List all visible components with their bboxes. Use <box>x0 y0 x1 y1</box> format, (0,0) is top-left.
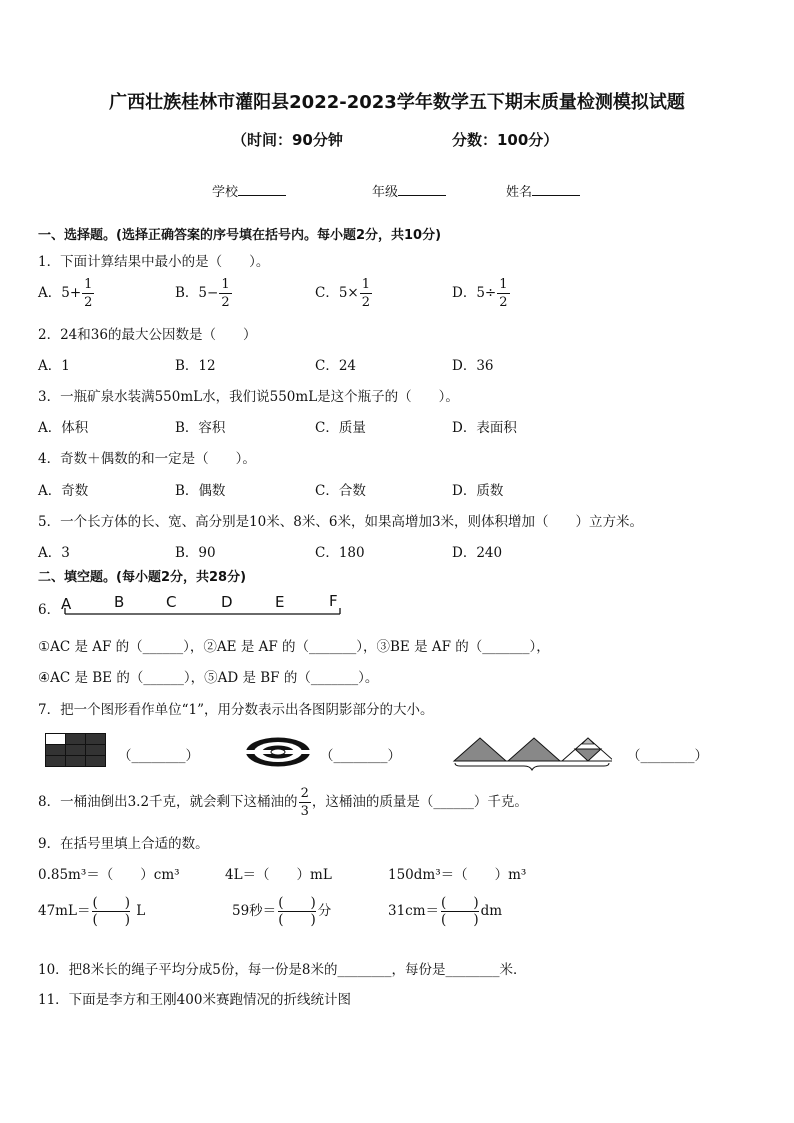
shaded-grid-figure <box>45 733 107 771</box>
q9-item-5-unit: 分 <box>317 903 332 920</box>
name-label: 姓名 <box>506 185 533 200</box>
school-field[interactable] <box>212 181 286 200</box>
q2-option-d[interactable]: D．36 <box>452 358 494 374</box>
blank-fraction[interactable] <box>278 896 316 927</box>
q3-option-b[interactable]: B．容积 <box>175 420 226 436</box>
q9-item-3[interactable]: 150dm³＝（ ）m³ <box>388 867 527 883</box>
q9-item-5[interactable] <box>232 896 331 927</box>
section2-heading: 二、填空题。(每小题2分，共28分) <box>38 570 247 585</box>
point-label-a: A <box>61 595 72 613</box>
grade-label: 年级 <box>372 185 399 200</box>
q7-blank-1[interactable]: （________） <box>118 748 199 764</box>
question-10: 10．把8米长的绳子平均分成5份，每一份是8米的________，每份是________米． <box>38 962 527 978</box>
blank-denominator: ( ) <box>278 912 316 929</box>
q7-blank-3[interactable]: （________） <box>627 748 708 764</box>
q9-item-1[interactable]: 0.85m³＝（ ）cm³ <box>38 867 180 883</box>
q3-option-a[interactable]: A．体积 <box>38 420 89 436</box>
q1-option-d[interactable] <box>452 278 511 309</box>
name-blank[interactable] <box>532 183 580 196</box>
point-label-f: F <box>329 592 338 610</box>
q1-option-a[interactable] <box>38 278 95 309</box>
q9-item-4-unit: L <box>136 903 146 920</box>
q5-option-a[interactable]: A．3 <box>38 545 70 561</box>
q4-option-c[interactable]: C．合数 <box>315 483 366 499</box>
q6-line-1: ①AC 是 AF 的（______），②AE 是 AF 的（_______），③BE 是 AF 的（_______）， <box>38 639 550 655</box>
segment-line-svg <box>60 588 350 620</box>
fraction <box>497 278 509 309</box>
fraction <box>219 278 231 309</box>
question-6-number: 6． <box>38 602 61 618</box>
q1-b-text: B．5− <box>175 285 219 301</box>
q9-item-4[interactable] <box>38 896 145 927</box>
segment-diagram <box>60 588 350 620</box>
q5-option-d[interactable]: D．240 <box>452 545 503 561</box>
q6-line-2: ④AC 是 BE 的（______），⑤AD 是 BF 的（_______）。 <box>38 670 379 686</box>
exam-score: 分数：100分） <box>452 131 559 149</box>
q1-option-b[interactable] <box>175 278 233 309</box>
blank-denominator: ( ) <box>92 912 130 929</box>
q8-text-pre: 8．一桶油倒出3.2千克，就会剩下这桶油的 <box>38 794 298 810</box>
shaded-rings-figure <box>244 736 312 772</box>
point-label-d: D <box>221 593 233 611</box>
fraction-numerator: 1 <box>84 277 93 292</box>
q4-option-a[interactable]: A．奇数 <box>38 483 89 499</box>
name-field[interactable] <box>506 181 580 200</box>
question-2: 2．24和36的最大公因数是（ ） <box>38 327 257 343</box>
question-5: 5．一个长方体的长、宽、高分别是10米、8米、6米，如果高增加3米，则体积增加（ ）立方米。 <box>38 514 644 530</box>
q1-option-c[interactable] <box>315 278 373 309</box>
blank-numerator: ( ) <box>278 895 316 911</box>
blank-denominator: ( ) <box>441 912 479 929</box>
fraction-denominator: 2 <box>499 295 508 310</box>
q5-option-c[interactable]: C．180 <box>315 545 365 561</box>
q5-option-b[interactable]: B．90 <box>175 545 216 561</box>
fraction <box>82 278 94 309</box>
shaded-triangles-figure <box>452 736 612 776</box>
question-3: 3．一瓶矿泉水装满550mL水，我们说550mL是这个瓶子的（ ）。 <box>38 389 459 405</box>
page-title: 广西壮族桂林市灌阳县2022-2023学年数学五下期末质量检测模拟试题 <box>109 92 685 113</box>
q8-text-post: ，这桶油的质量是（______）千克。 <box>311 794 528 810</box>
q1-d-text: D．5÷ <box>452 285 497 301</box>
blank-fraction[interactable] <box>441 896 479 927</box>
grid-svg <box>45 733 107 767</box>
q4-option-b[interactable]: B．偶数 <box>175 483 226 499</box>
blank-numerator: ( ) <box>92 895 130 911</box>
q9-item-4-pre: 47mL＝ <box>38 903 91 920</box>
grade-field[interactable] <box>372 181 446 200</box>
question-8 <box>38 787 528 818</box>
q7-blank-2[interactable]: （________） <box>320 748 401 764</box>
question-7: 7．把一个图形看作单位“1”，用分数表示出各图阴影部分的大小。 <box>38 702 434 718</box>
blank-numerator: ( ) <box>441 895 479 911</box>
question-4: 4．奇数＋偶数的和一定是（ ）。 <box>38 451 256 467</box>
school-label: 学校 <box>212 185 239 200</box>
q2-option-c[interactable]: C．24 <box>315 358 357 374</box>
rings-svg <box>244 736 312 768</box>
fraction-denominator: 3 <box>300 804 309 819</box>
q1-a-text: A．5+ <box>38 285 82 301</box>
grade-blank[interactable] <box>398 183 446 196</box>
section1-heading: 一、选择题。(选择正确答案的序号填在括号内。每小题2分，共10分) <box>38 228 442 243</box>
q4-option-d[interactable]: D．质数 <box>452 483 504 499</box>
q2-option-a[interactable]: A．1 <box>38 358 70 374</box>
q1-c-text: C．5× <box>315 285 359 301</box>
school-blank[interactable] <box>238 183 286 196</box>
fraction-numerator: 1 <box>499 277 508 292</box>
fraction-numerator: 1 <box>221 277 230 292</box>
fraction-numerator: 1 <box>361 277 371 292</box>
question-9: 9．在括号里填上合适的数。 <box>38 836 209 852</box>
exam-time: （时间：90分钟 <box>232 131 343 149</box>
q9-item-6[interactable] <box>388 896 502 927</box>
point-label-e: E <box>275 593 285 611</box>
fraction-numerator: 2 <box>300 786 309 801</box>
fraction <box>360 278 372 309</box>
q9-item-5-pre: 59秒＝ <box>232 903 277 920</box>
fraction-denominator: 2 <box>84 295 93 310</box>
fraction <box>299 787 311 818</box>
blank-fraction[interactable] <box>92 896 130 927</box>
q3-option-c[interactable]: C．质量 <box>315 420 366 436</box>
q9-item-2[interactable]: 4L＝（ ）mL <box>225 867 332 883</box>
question-11: 11．下面是李方和王刚400米赛跑情况的折线统计图 <box>38 992 351 1008</box>
fraction-denominator: 2 <box>361 295 371 310</box>
q9-item-6-pre: 31cm＝ <box>388 903 440 920</box>
point-label-b: B <box>114 593 125 611</box>
q2-option-b[interactable]: B．12 <box>175 358 216 374</box>
q3-option-d[interactable]: D．表面积 <box>452 420 517 436</box>
point-label-c: C <box>166 593 177 611</box>
triangles-svg <box>452 736 612 772</box>
question-1: 1．下面计算结果中最小的是（ ）。 <box>38 254 270 270</box>
q9-item-6-unit: dm <box>480 903 503 920</box>
fraction-denominator: 2 <box>221 295 230 310</box>
